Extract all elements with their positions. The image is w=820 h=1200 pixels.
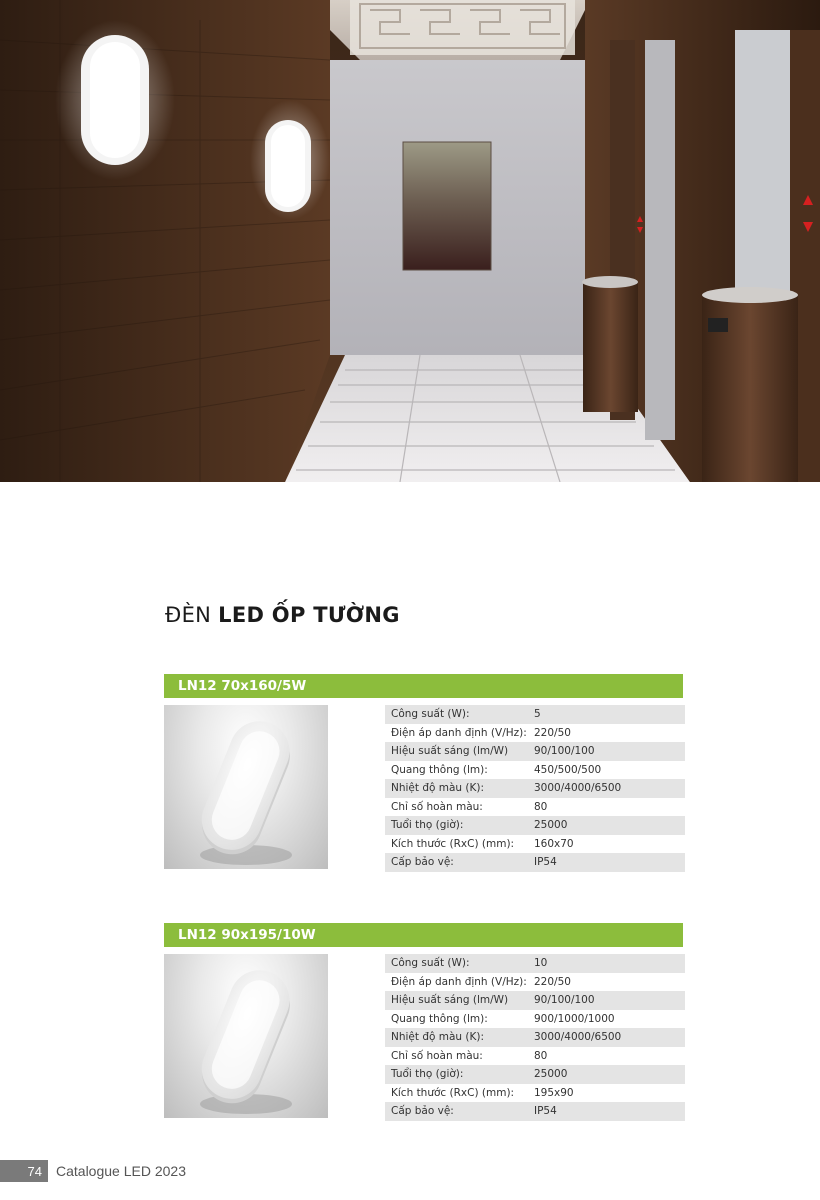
table-row xyxy=(385,973,685,992)
spec-label: Công suất (W): xyxy=(385,705,528,724)
spec-value: 25000 xyxy=(528,816,685,835)
wall-lamp-image xyxy=(164,954,328,1118)
spec-value: 80 xyxy=(528,798,685,817)
spec-value: 3000/4000/6500 xyxy=(528,1028,685,1047)
spec-value: 10 xyxy=(528,954,685,973)
table-row xyxy=(385,1028,685,1047)
spec-value: 220/50 xyxy=(528,724,685,743)
spec-label: Cấp bảo vệ: xyxy=(385,853,528,872)
product-card xyxy=(164,674,683,869)
table-row xyxy=(385,954,685,973)
spec-label: Tuổi thọ (giờ): xyxy=(385,816,528,835)
spec-value: 5 xyxy=(528,705,685,724)
spec-value: 25000 xyxy=(528,1065,685,1084)
spec-label: Tuổi thọ (giờ): xyxy=(385,1065,528,1084)
hero-hallway-photo xyxy=(0,0,820,482)
table-row xyxy=(385,724,685,743)
spec-value: IP54 xyxy=(528,853,685,872)
table-row xyxy=(385,1047,685,1066)
table-row xyxy=(385,742,685,761)
spec-label: Kích thước (RxC) (mm): xyxy=(385,1084,528,1103)
table-row xyxy=(385,705,685,724)
spec-label: Hiệu suất sáng (lm/W) xyxy=(385,742,528,761)
product-photo xyxy=(164,705,328,869)
spec-value: IP54 xyxy=(528,1102,685,1121)
spec-value: 450/500/500 xyxy=(528,761,685,780)
table-row xyxy=(385,853,685,872)
table-row xyxy=(385,991,685,1010)
product-model-header: LN12 90x195/10W xyxy=(164,923,683,947)
spec-label: Chỉ số hoàn màu: xyxy=(385,1047,528,1066)
product-model-header: LN12 70x160/5W xyxy=(164,674,683,698)
wall-lamp-image xyxy=(164,705,328,869)
page-title-bold: LED ỐP TƯỜNG xyxy=(218,603,400,627)
spec-value: 195x90 xyxy=(528,1084,685,1103)
spec-label: Điện áp danh định (V/Hz): xyxy=(385,724,528,743)
page-title xyxy=(165,603,400,627)
spec-label: Hiệu suất sáng (lm/W) xyxy=(385,991,528,1010)
table-row xyxy=(385,798,685,817)
spec-label: Nhiệt độ màu (K): xyxy=(385,779,528,798)
spec-label: Điện áp danh định (V/Hz): xyxy=(385,973,528,992)
catalogue-title: Catalogue LED 2023 xyxy=(56,1163,186,1179)
spec-label: Nhiệt độ màu (K): xyxy=(385,1028,528,1047)
spec-label: Kích thước (RxC) (mm): xyxy=(385,835,528,854)
table-row xyxy=(385,779,685,798)
spec-label: Quang thông (lm): xyxy=(385,1010,528,1029)
table-row xyxy=(385,1102,685,1121)
page-title-prefix: ĐÈN xyxy=(165,603,212,627)
spec-label: Cấp bảo vệ: xyxy=(385,1102,528,1121)
spec-label: Quang thông (lm): xyxy=(385,761,528,780)
spec-value: 90/100/100 xyxy=(528,991,685,1010)
table-row xyxy=(385,1065,685,1084)
product-photo xyxy=(164,954,328,1118)
spec-value: 160x70 xyxy=(528,835,685,854)
table-row xyxy=(385,761,685,780)
spec-table xyxy=(385,954,685,1121)
hallway-illustration xyxy=(0,0,820,482)
table-row xyxy=(385,1084,685,1103)
spec-value: 80 xyxy=(528,1047,685,1066)
spec-value: 90/100/100 xyxy=(528,742,685,761)
spec-value: 900/1000/1000 xyxy=(528,1010,685,1029)
page-number: 74 xyxy=(0,1160,48,1182)
table-row xyxy=(385,816,685,835)
spec-value: 220/50 xyxy=(528,973,685,992)
spec-value: 3000/4000/6500 xyxy=(528,779,685,798)
product-card xyxy=(164,923,683,1118)
spec-table xyxy=(385,705,685,872)
table-row xyxy=(385,1010,685,1029)
spec-label: Chỉ số hoàn màu: xyxy=(385,798,528,817)
spec-label: Công suất (W): xyxy=(385,954,528,973)
page-footer xyxy=(0,1160,186,1182)
table-row xyxy=(385,835,685,854)
